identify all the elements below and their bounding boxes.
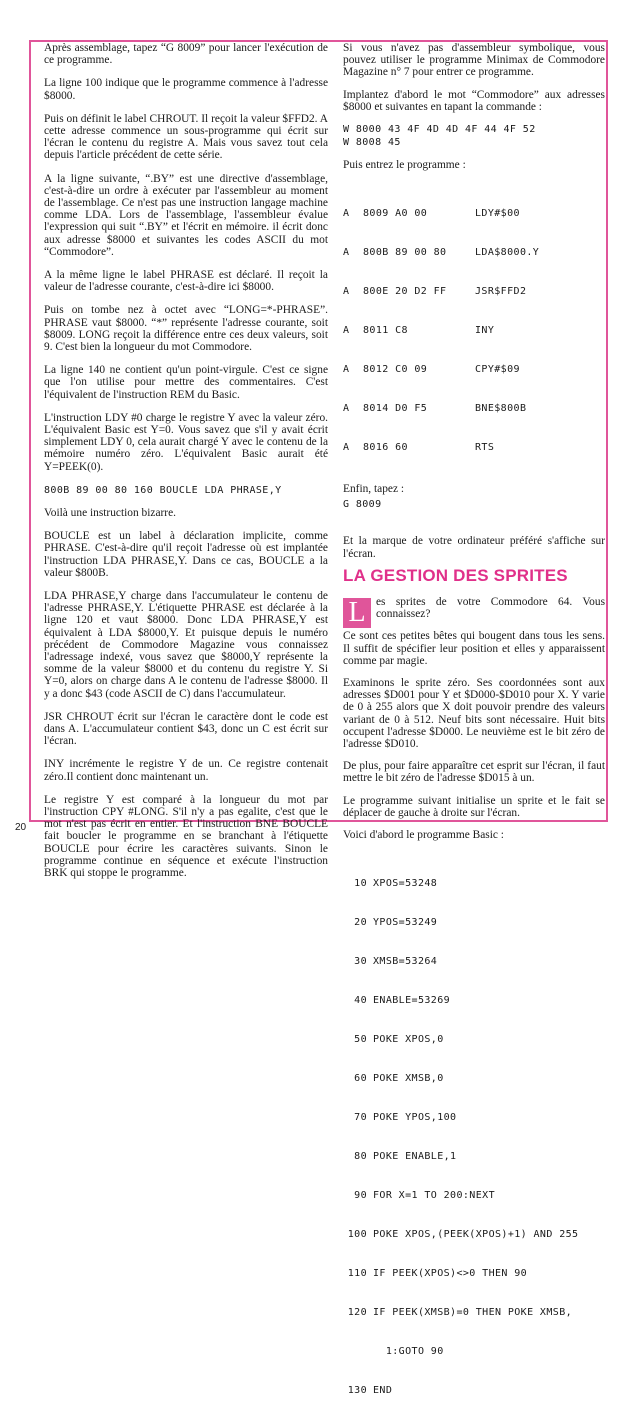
paragraph: Puis on tombe nez à octet avec “LONG=*-PHRASE”. PHRASE vaut $8000. “*” représente l'adresse courante, soit $8009. LONG reçoit la différence entre ces deux valeurs, soit 9. C'est bien la longueur du mot Commodore. bbox=[44, 304, 328, 354]
paragraph: De plus, pour faire apparaître cet esprit sur l'écran, il faut mettre le bit zéro de l'adresse $D015 à un. bbox=[343, 760, 605, 785]
paragraph: Voici d'abord le programme Basic : bbox=[343, 829, 504, 842]
go-command: G 8009 bbox=[343, 499, 382, 511]
basic-line: 70 POKE YPOS,100 bbox=[354, 1112, 457, 1124]
paragraph: Le registre Y est comparé à la longueur du mot par l'instruction CPY #LONG. S'il n'y a pas egalite, c'est que le mot n'est pas écrit en entier. Et l'instruction BNE BOUCLE fait boucler le programme en se branchant à l'étiquette BOUCLE pour écrire les caractères suivants. Sinon le programme continue en séquence et exécute l'instruction BRK qui stoppe le programme. bbox=[44, 793, 328, 879]
basic-line: 130 END bbox=[347, 1385, 393, 1397]
paragraph: Et la marque de votre ordinateur préféré s'affiche sur l'écran. bbox=[343, 535, 605, 560]
paragraph: Examinons le sprite zéro. Ses coordonnées sont aux adresses $D001 pour Y et $D000-$D010 pour X. Y varie de 0 à 255 alors que X doit pouvoir prendre des valeurs variant de 0 à 512. Neuf bits sont nécessaire. Huit bits occupent l'adresse $D000. Le neuvième est le bit zéro de l'adresse $D010. bbox=[343, 677, 605, 751]
paragraph: BOUCLE est un label à déclaration implicite, comme PHRASE. C'est-à-dire qu'il reçoit l'adresse où est implantée l'instruction LDA PHRASE,Y. Dans ce cas, BOUCLE a la valeur $800B. bbox=[44, 530, 328, 579]
basic-line: 80 POKE ENABLE,1 bbox=[354, 1151, 457, 1163]
paragraph: La ligne 100 indique que le programme commence à l'adresse $8000. bbox=[44, 77, 328, 102]
paragraph: A la ligne suivante, “.BY” est une directive d'assemblage, c'est-à-dire un ordre à exécuter par l'assembleur au moment de l'assemblage. Ce n'est pas une instruction langage machine comme LDA. Lors de l'assemblage, l'assembleur évalue l'expression qui suit “.BY” et l'écrit en mémoire. il écrit donc aux adresse $8000 et suivantes les codes ASCII du mot “Commodore”. bbox=[44, 172, 328, 258]
basic-line: 1:GOTO 90 bbox=[373, 1346, 444, 1358]
basic-line: 30 XMSB=53264 bbox=[354, 956, 438, 968]
basic-line: 50 POKE XPOS,0 bbox=[354, 1034, 444, 1046]
paragraph: LDA PHRASE,Y charge dans l'accumulateur le contenu de l'adresse PHRASE,Y. L'étiquette PHRASE est déclarée à la ligne 120 et vaut $8000. Donc LDA PHRASE,Y est équivalent à LDA $8000,Y. Et puisque depuis le numéro précédent de Commodore Magazine vous connaissez l'adressage indexé, vous savez que $8000,Y représente la somme de la valeur $8000 et du contenu du registre Y. Si Y=0, alors on charge dans A le contenu de l'adresse $8000. Il y a donc $43 (code ASCII de C) dans l'accumulateur. bbox=[44, 589, 328, 700]
paragraph: A la même ligne le label PHRASE est déclaré. Il reçoit la valeur de l'adresse courante, c'est-à-dire ici $8000. bbox=[44, 269, 328, 294]
paragraph: Après assemblage, tapez “G 8009” pour lancer l'exécution de ce programme. bbox=[44, 42, 328, 67]
basic-line: 60 POKE XMSB,0 bbox=[354, 1073, 444, 1085]
paragraph bbox=[343, 596, 605, 629]
basic-line: 110 IF PEEK(XPOS)<>0 THEN 90 bbox=[347, 1268, 528, 1280]
basic-listing bbox=[343, 851, 605, 1423]
memory-write-line: W 8008 45 bbox=[343, 137, 401, 149]
assembly-row: A 800E 20 D2 FF JSR$FFD2 bbox=[343, 286, 527, 298]
basic-line: 20 YPOS=53249 bbox=[354, 917, 438, 929]
section-heading: LA GESTION DES SPRITES bbox=[343, 565, 568, 585]
basic-line: 100 POKE XPOS,(PEEK(XPOS)+1) AND 255 bbox=[347, 1229, 579, 1241]
paragraph: Le programme suivant initialise un sprite et le fait se déplacer de gauche à droite sur l'écran. bbox=[343, 794, 605, 819]
assembly-row: A 8012 C0 09 CPY#$09 bbox=[343, 364, 520, 376]
basic-line: 10 XPOS=53248 bbox=[354, 878, 438, 890]
assembly-listing bbox=[343, 181, 605, 480]
paragraph: JSR CHROUT écrit sur l'écran le caractère dont le code est dans A. L'accumulateur contient $43, donc un C est écrit sur l'écran. bbox=[44, 710, 328, 748]
right-column bbox=[343, 42, 605, 1423]
paragraph: La ligne 140 ne contient qu'un point-virgule. C'est ce signe que l'on utilise pour mettre des commentaires. C'est l'équivalent de l'instruction REM du Basic. bbox=[44, 364, 328, 401]
paragraph: Si vous n'avez pas d'assembleur symbolique, vous pouvez utiliser le programme Minimax de Commodore Magazine n° 7 pour entrer ce programme. bbox=[343, 42, 605, 79]
paragraph: Voilà une instruction bizarre. bbox=[44, 506, 177, 519]
assembly-row: A 8011 C8 INY bbox=[343, 325, 495, 337]
assembly-row: A 800B 89 00 80 LDA$8000.Y bbox=[343, 247, 540, 259]
paragraph: Ce sont ces petites bêtes qui bougent dans tous les sens. Il suffit de spécifier leur position et elles y apparaissent comme par magie. bbox=[343, 630, 605, 667]
code-line: 800B 89 00 80 160 BOUCLE LDA PHRASE,Y bbox=[44, 484, 282, 496]
paragraph: INY incrémente le registre Y de un. Ce registre contenait zéro.Il contient donc maintenant un. bbox=[44, 758, 328, 783]
paragraph: Enfin, tapez : bbox=[343, 483, 405, 496]
drop-cap: L bbox=[343, 598, 371, 628]
page-number: 20 bbox=[15, 822, 27, 833]
paragraph: Implantez d'abord le mot “Commodore” aux adresses $8000 et suivantes en tapant la commande : bbox=[343, 88, 605, 113]
paragraph: Puis on définit le label CHROUT. Il reçoit la valeur $FFD2. A cette adresse commence un sous-programme qui écrit sur l'écran le contenu du registre A. Mais vous savez tout cela depuis l'article précédent de cette série. bbox=[44, 112, 328, 162]
paragraph-text: es sprites de votre Commodore 64. Vous connaissez? bbox=[376, 596, 605, 621]
paragraph: Puis entrez le programme : bbox=[343, 159, 466, 172]
assembly-row: A 8009 A0 00 LDY#$00 bbox=[343, 208, 520, 220]
basic-line: 40 ENABLE=53269 bbox=[354, 995, 451, 1007]
assembly-row: A 8014 D0 F5 BNE$800B bbox=[343, 403, 527, 415]
basic-line: 120 IF PEEK(XMSB)=0 THEN POKE XMSB, bbox=[347, 1307, 573, 1319]
left-column bbox=[44, 42, 328, 890]
paragraph: L'instruction LDY #0 charge le registre Y avec la valeur zéro. L'équivalent Basic est Y=0. Vous savez que s'il y avait écrit simplement LDY 0, cela aurait chargé Y avec le contenu de la mémoire numéro zéro. L'équivalent Basic aurait été Y=PEEK(0). bbox=[44, 411, 328, 473]
assembly-row: A 8016 60 RTS bbox=[343, 442, 495, 454]
basic-line: 90 FOR X=1 TO 200:NEXT bbox=[354, 1190, 495, 1202]
memory-write-line: W 8000 43 4F 4D 4D 4F 44 4F 52 bbox=[343, 124, 536, 136]
